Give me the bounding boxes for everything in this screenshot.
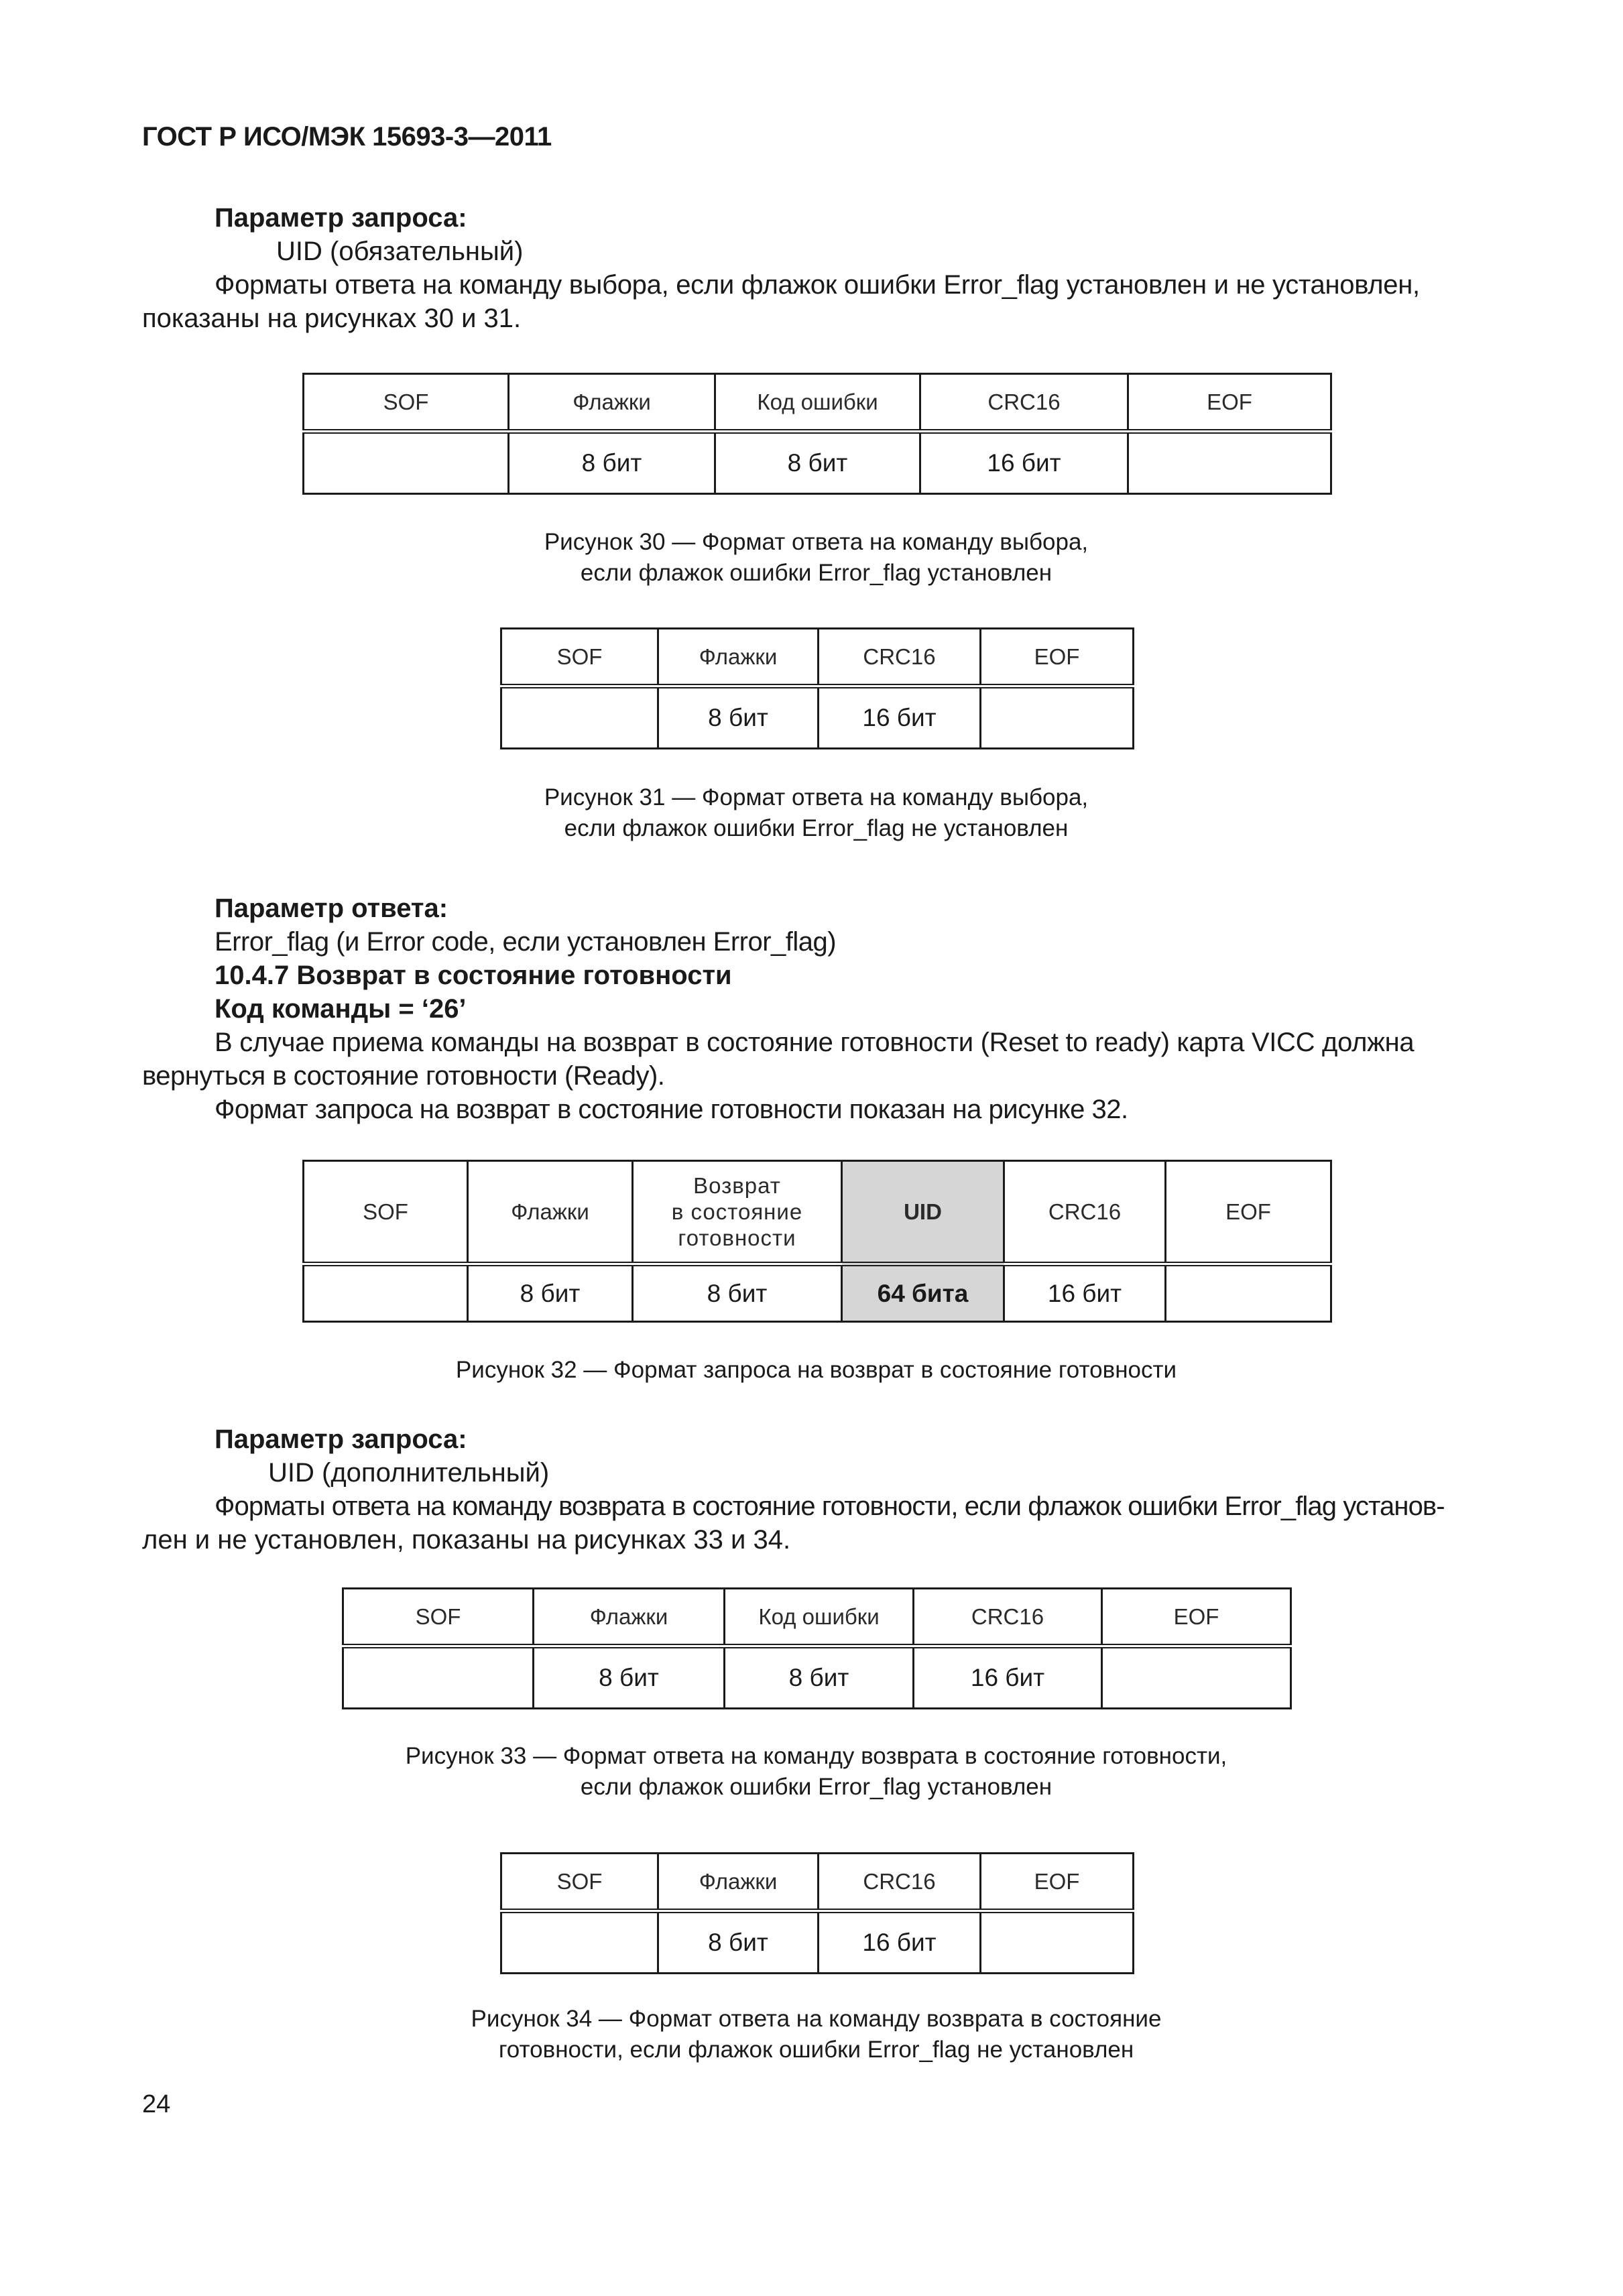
response-parameter-heading: Параметр ответа: <box>215 894 448 923</box>
bits-uid: 64 бита <box>842 1264 1004 1322</box>
field-reset-to-ready <box>633 1161 842 1264</box>
field-sof: SOF <box>304 374 509 432</box>
field-flags: Флажки <box>509 374 715 432</box>
figure-30-table <box>302 373 1332 495</box>
field-eof: EOF <box>981 629 1134 686</box>
document-header: ГОСТ Р ИСО/МЭК 15693-3—2011 <box>142 122 552 152</box>
field-eof: EOF <box>1128 374 1331 432</box>
bits-error-code: 8 бит <box>725 1646 914 1709</box>
bits-sof <box>304 432 509 494</box>
body-text-line: Форматы ответа на команду возврата в состояние готовности, если флажок ошибки Error_flag установ- <box>215 1492 1445 1521</box>
body-text-line: Формат запроса на возврат в состояние готовности показан на рисунке 32. <box>215 1095 1128 1124</box>
request-parameter-heading: Параметр запроса: <box>215 1425 467 1454</box>
body-text-line: Форматы ответа на команду выбора, если флажок ошибки Error_flag установлен и не установлен, <box>215 270 1420 300</box>
body-text-line: В случае приема команды на возврат в состояние готовности (Reset to ready) карта VICC должна <box>215 1028 1415 1057</box>
field-crc16: CRC16 <box>819 629 981 686</box>
bits-crc16: 16 бит <box>914 1646 1102 1709</box>
body-text-line: вернуться в состояние готовности (Ready). <box>142 1061 665 1091</box>
bits-eof <box>1166 1264 1331 1322</box>
bits-flags: 8 бит <box>658 1911 819 1974</box>
field-label-line: в состояние <box>671 1199 803 1224</box>
field-flags: Флажки <box>658 1854 819 1911</box>
figure-33-caption: если флажок ошибки Error_flag установлен <box>580 1774 1053 1800</box>
figure-34-table <box>500 1852 1134 1974</box>
field-flags: Флажки <box>468 1161 633 1264</box>
bits-command-code: 8 бит <box>633 1264 842 1322</box>
figure-32-caption: Рисунок 32 — Формат запроса на возврат в состояние готовности <box>455 1357 1177 1383</box>
bits-sof <box>501 1911 658 1974</box>
body-text-line: показаны на рисунках 30 и 31. <box>142 304 522 333</box>
page-number: 24 <box>142 2090 171 2118</box>
bits-eof <box>1102 1646 1291 1709</box>
response-parameter-value: Error_flag (и Error code, если установлен Error_flag) <box>215 927 837 957</box>
request-parameter-value: UID (дополнительный) <box>268 1458 550 1488</box>
bits-flags: 8 бит <box>658 686 819 749</box>
field-error-code: Код ошибки <box>725 1589 914 1646</box>
bits-flags: 8 бит <box>509 432 715 494</box>
request-parameter-value: UID (обязательный) <box>276 237 524 266</box>
figure-31-table <box>500 627 1134 749</box>
bits-eof <box>981 686 1134 749</box>
field-crc16: CRC16 <box>819 1854 981 1911</box>
field-sof: SOF <box>304 1161 468 1264</box>
field-flags: Флажки <box>658 629 819 686</box>
field-flags: Флажки <box>534 1589 725 1646</box>
bits-crc16: 16 бит <box>819 686 981 749</box>
figure-31-caption: Рисунок 31 — Формат ответа на команду выбора, <box>544 784 1089 810</box>
request-parameter-heading: Параметр запроса: <box>215 203 467 233</box>
bits-sof <box>343 1646 534 1709</box>
command-code: Код команды = ‘26’ <box>215 994 467 1024</box>
field-eof: EOF <box>981 1854 1134 1911</box>
bits-crc16: 16 бит <box>920 432 1128 494</box>
field-label-line: готовности <box>678 1225 796 1250</box>
field-crc16: CRC16 <box>920 374 1128 432</box>
field-crc16: CRC16 <box>914 1589 1102 1646</box>
bits-sof <box>304 1264 468 1322</box>
figure-34-caption: готовности, если флажок ошибки Error_flag не установлен <box>498 2037 1134 2063</box>
field-sof: SOF <box>501 629 658 686</box>
figure-30-caption: Рисунок 30 — Формат ответа на команду выбора, <box>544 529 1089 555</box>
field-label-line: Возврат <box>693 1173 781 1198</box>
bits-eof <box>1128 432 1331 494</box>
bits-flags: 8 бит <box>468 1264 633 1322</box>
figure-33-table <box>342 1587 1292 1709</box>
field-eof: EOF <box>1102 1589 1291 1646</box>
field-error-code: Код ошибки <box>715 374 920 432</box>
field-uid: UID <box>842 1161 1004 1264</box>
field-eof: EOF <box>1166 1161 1331 1264</box>
field-sof: SOF <box>343 1589 534 1646</box>
subsection-heading: 10.4.7 Возврат в состояние готовности <box>215 961 732 990</box>
figure-32-table <box>302 1160 1332 1323</box>
bits-error-code: 8 бит <box>715 432 920 494</box>
bits-flags: 8 бит <box>534 1646 725 1709</box>
figure-34-caption: Рисунок 34 — Формат ответа на команду возврата в состояние <box>471 2006 1162 2032</box>
bits-sof <box>501 686 658 749</box>
figure-31-caption: если флажок ошибки Error_flag не установлен <box>564 815 1069 841</box>
figure-30-caption: если флажок ошибки Error_flag установлен <box>580 560 1053 586</box>
figure-33-caption: Рисунок 33 — Формат ответа на команду возврата в состояние готовности, <box>405 1743 1227 1769</box>
bits-crc16: 16 бит <box>819 1911 981 1974</box>
bits-crc16: 16 бит <box>1004 1264 1166 1322</box>
bits-eof <box>981 1911 1134 1974</box>
field-sof: SOF <box>501 1854 658 1911</box>
field-crc16: CRC16 <box>1004 1161 1166 1264</box>
body-text-line: лен и не установлен, показаны на рисунках 33 и 34. <box>142 1525 791 1555</box>
